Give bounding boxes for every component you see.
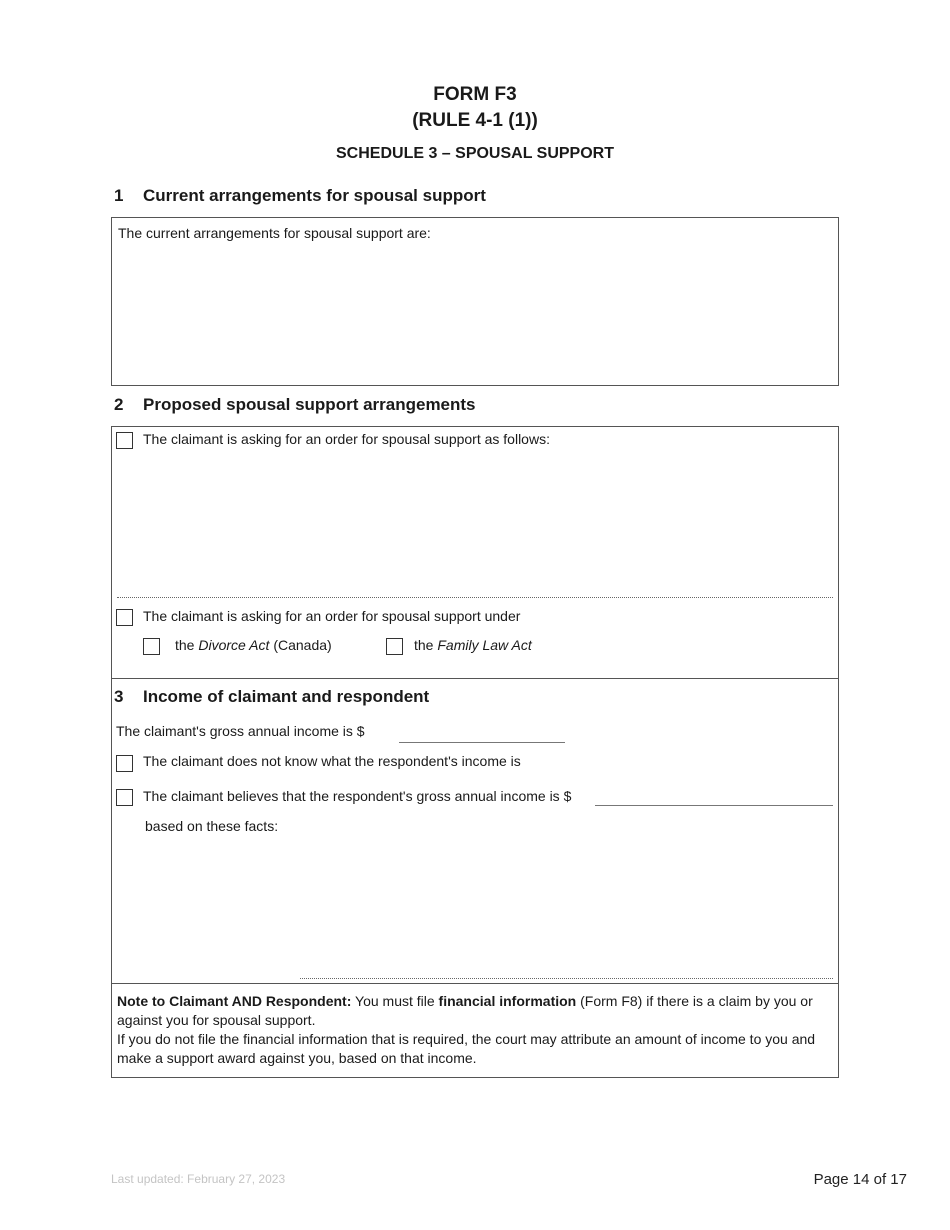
section-3-number: 3 <box>114 687 124 706</box>
current-arrangements-box[interactable] <box>111 217 839 386</box>
note-text-1: You must file <box>351 993 439 1009</box>
order-under-checkbox[interactable] <box>116 609 133 626</box>
section-2-heading <box>114 395 476 415</box>
section-1-heading <box>114 186 486 206</box>
order-as-follows-checkbox[interactable] <box>116 432 133 449</box>
order-under-label: The claimant is asking for an order for spousal support under <box>143 608 521 624</box>
form-title: FORM F3 <box>433 84 517 105</box>
family-law-act-label <box>414 637 532 653</box>
family-law-act-the: the <box>414 637 434 653</box>
current-arrangements-label: The current arrangements for spousal support are: <box>118 225 431 241</box>
not-know-label: The claimant does not know what the respondent's income is <box>143 753 521 769</box>
note-divider <box>111 983 839 984</box>
family-law-act-name: Family Law Act <box>437 637 532 653</box>
note-text-3: If you do not file the financial information that is required, the court may attribute an amount of income to you and make a support award against you, based on that income. <box>117 1031 816 1066</box>
order-as-follows-label: The claimant is asking for an order for spousal support as follows: <box>143 431 550 447</box>
divorce-act-checkbox[interactable] <box>143 638 160 655</box>
note-financial-info: financial information <box>438 993 577 1009</box>
page-number: Page 14 of 17 <box>813 1171 907 1188</box>
schedule-title: SCHEDULE 3 – SPOUSAL SUPPORT <box>336 145 614 162</box>
note-text-2: (Form F8) if there is a claim by you or against you for spousal support. <box>117 993 813 1028</box>
section-3-heading <box>114 687 429 707</box>
section-3-divider <box>111 678 839 679</box>
respondent-income-field[interactable] <box>595 805 833 806</box>
form-rule: (RULE 4-1 (1)) <box>412 110 538 131</box>
divorce-act-name: Divorce Act <box>198 637 270 653</box>
facts-field-line[interactable] <box>300 978 833 979</box>
section-2-number: 2 <box>114 395 124 414</box>
claimant-income-field[interactable] <box>399 742 565 743</box>
family-law-act-checkbox[interactable] <box>386 638 403 655</box>
believes-label: The claimant believes that the respondent's gross annual income is $ <box>143 788 572 804</box>
divorce-act-the: the <box>175 637 195 653</box>
divorce-act-canada: (Canada) <box>273 637 332 653</box>
not-know-checkbox[interactable] <box>116 755 133 772</box>
section-1-title: Current arrangements for spousal support <box>143 186 486 205</box>
believes-checkbox[interactable] <box>116 789 133 806</box>
note-block <box>117 992 833 1068</box>
proposed-and-income-box <box>111 426 839 1078</box>
section-3-title: Income of claimant and respondent <box>143 687 430 706</box>
section-2-title: Proposed spousal support arrangements <box>143 395 476 414</box>
note-label: Note to Claimant AND Respondent: <box>117 993 352 1009</box>
section-1-number: 1 <box>114 186 124 205</box>
based-on-facts-label: based on these facts: <box>145 818 279 834</box>
divorce-act-label <box>175 637 332 653</box>
claimant-income-label: The claimant's gross annual income is $ <box>116 723 365 739</box>
last-updated: Last updated: February 27, 2023 <box>111 1172 286 1186</box>
order-details-divider <box>117 597 833 598</box>
